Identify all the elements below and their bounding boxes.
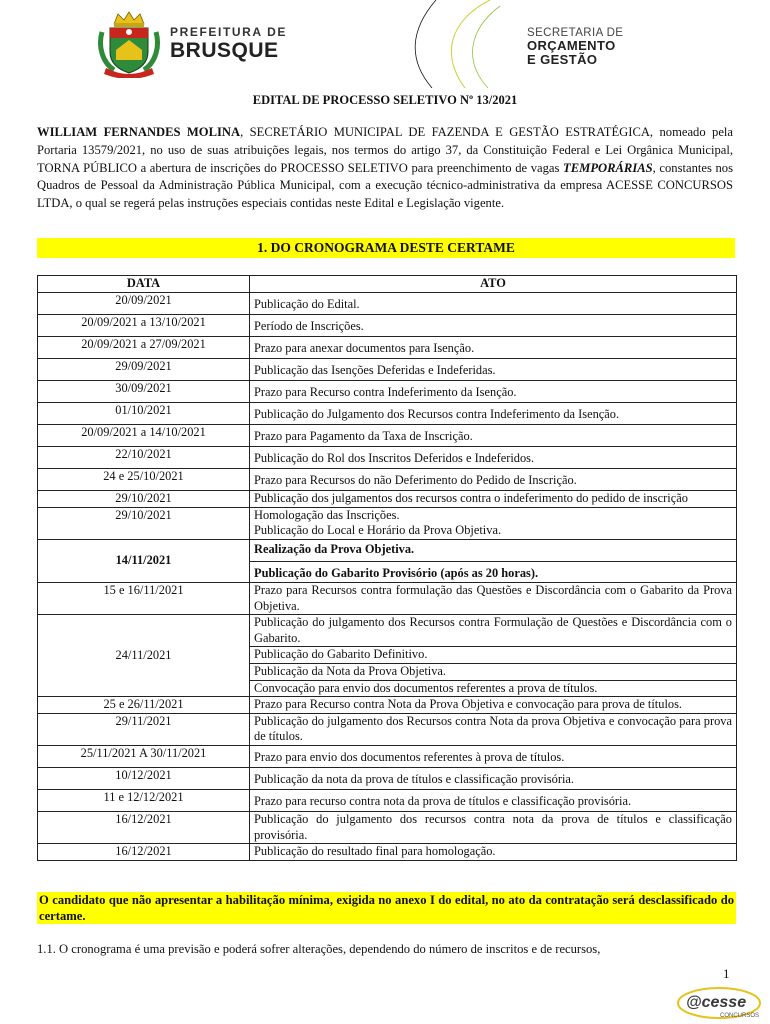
row-act: Publicação do resultado final para homologação.	[250, 844, 737, 861]
row-act	[250, 507, 737, 539]
row-date: 01/10/2021	[38, 403, 250, 425]
header-ato: ATO	[250, 276, 737, 293]
prefeitura-brand	[170, 26, 287, 61]
intro-paragraph	[37, 124, 733, 213]
row-act: Prazo para Pagamento da Taxa de Inscrição.	[250, 425, 737, 447]
table-header-row	[38, 276, 737, 293]
coat-of-arms-icon	[96, 10, 162, 78]
table-row	[38, 491, 737, 508]
brand-right-line-1: SECRETARIA DE	[527, 27, 624, 39]
table-row	[38, 811, 737, 843]
table-row	[38, 403, 737, 425]
row-date: 20/09/2021 a 27/09/2021	[38, 337, 250, 359]
row-date: 24/11/2021	[38, 615, 250, 697]
row-date: 20/09/2021	[38, 293, 250, 315]
row-date: 20/09/2021 a 13/10/2021	[38, 315, 250, 337]
row-act: Publicação das Isenções Deferidas e Indeferidas.	[250, 359, 737, 381]
row-act: Publicação do Rol dos Inscritos Deferidos e Indeferidos.	[250, 447, 737, 469]
row-act	[250, 615, 737, 697]
row-act-line: Realização da Prova Objetiva.	[254, 541, 415, 556]
row-act-line: Publicação do Gabarito Provisório (após as 20 horas).	[250, 561, 736, 582]
brand-left-small: PREFEITURA DE	[170, 25, 288, 39]
row-date: 14/11/2021	[38, 539, 250, 582]
row-date: 22/10/2021	[38, 447, 250, 469]
row-date: 25/11/2021 A 30/11/2021	[38, 745, 250, 767]
table-row	[38, 745, 737, 767]
row-date: 29/11/2021	[38, 713, 250, 745]
row-date: 11 e 12/12/2021	[38, 789, 250, 811]
row-act: Prazo para Recursos contra formulação das Questões e Discordância com o Gabarito da Prova Objetiva.	[250, 582, 737, 614]
acesse-logo-icon	[676, 986, 762, 1020]
decorative-arc-icon	[340, 0, 520, 88]
row-act: Prazo para Recursos do não Deferimento do Pedido de Inscrição.	[250, 469, 737, 491]
row-act: Prazo para recurso contra nota da prova de títulos e classificação provisória.	[250, 789, 737, 811]
row-act: Publicação do julgamento dos recursos contra nota da prova de títulos e classificação provisória.	[250, 811, 737, 843]
document-title: EDITAL DE PROCESSO SELETIVO Nº 13/2021	[252, 93, 518, 107]
intro-emphasis: TEMPORÁRIAS	[563, 160, 653, 175]
row-act-line: Convocação para envio dos documentos referentes a prova de títulos.	[250, 680, 736, 697]
row-act: Publicação da nota da prova de títulos e classificação provisória.	[250, 767, 737, 789]
table-row	[38, 713, 737, 745]
table-row	[38, 539, 737, 582]
row-act: Publicação do julgamento dos Recursos contra Nota da prova Objetiva e convocação para prova de títulos.	[250, 713, 737, 745]
table-row	[38, 447, 737, 469]
header-data: DATA	[38, 276, 250, 293]
row-date: 29/10/2021	[38, 491, 250, 508]
row-date: 30/09/2021	[38, 381, 250, 403]
table-row	[38, 359, 737, 381]
row-act-line: Publicação do Local e Horário da Prova Objetiva.	[254, 523, 502, 538]
row-act-line: Publicação do Gabarito Definitivo.	[250, 646, 736, 663]
acesse-logo-text: @cesse	[686, 994, 747, 1011]
secretaria-brand	[527, 27, 623, 66]
table-row	[38, 293, 737, 315]
table-row	[38, 697, 737, 714]
row-act: Prazo para Recurso contra Nota da Prova Objetiva e convocação para prova de títulos.	[250, 697, 737, 714]
row-act: Publicação do Julgamento dos Recursos contra Indeferimento da Isenção.	[250, 403, 737, 425]
row-act: Prazo para envio dos documentos referentes à prova de títulos.	[250, 745, 737, 767]
row-act-line: Publicação do julgamento dos Recursos contra Formulação de Questões e Discordância com o Gabarito.	[254, 615, 732, 645]
disqualification-warning: O candidato que não apresentar a habilitação mínima, exigida no anexo I do edital, no ato da contratação será desclassificado do certame.	[39, 893, 734, 923]
acesse-logo-sub: CONCURSOS	[720, 1013, 760, 1019]
row-act: Prazo para Recurso contra Indeferimento da Isenção.	[250, 381, 737, 403]
row-date: 15 e 16/11/2021	[38, 582, 250, 614]
table-row	[38, 315, 737, 337]
table-row	[38, 381, 737, 403]
row-date: 29/09/2021	[38, 359, 250, 381]
table-row	[38, 767, 737, 789]
page-header	[0, 0, 770, 88]
schedule-note: 1.1. O cronograma é uma previsão e poderá sofrer alterações, dependendo do número de inscritos e de recursos,	[37, 942, 601, 956]
table-row	[38, 469, 737, 491]
intro-text-1: , SECRETÁRIO MUNICIPAL DE FAZENDA E GESTÃO ESTRATÉGICA, nomeado pela Portaria 13579/2021, no uso de suas atribuições legais, nos termos do artigo 37, da Constituição Federal e Lei Orgânica Municipal, TORNA PÚBLICO a abertura de inscrições do PROCESSO SELETIVO para preenchimento de vagas	[37, 125, 733, 175]
table-row	[38, 337, 737, 359]
row-act-line: Homologação das Inscrições.	[254, 507, 400, 522]
row-date: 29/10/2021	[38, 507, 250, 539]
row-act-line: Publicação da Nota da Prova Objetiva.	[250, 663, 736, 680]
intro-name: WILLIAM FERNANDES MOLINA	[37, 125, 241, 139]
table-row	[38, 507, 737, 539]
row-date: 16/12/2021	[38, 844, 250, 861]
brand-left-big: BRUSQUE	[170, 39, 279, 62]
row-act: Publicação do Edital.	[250, 293, 737, 315]
section-title: 1. DO CRONOGRAMA DESTE CERTAME	[37, 238, 735, 258]
row-act	[250, 539, 737, 582]
intro-text-2: , constantes nos Quadros de Pessoal da Administração Pública Municipal, com a execução técnico-administrativa da empresa ACESSE CONCURSOS LTDA, o qual se regerá pelas instruções especiais contidas neste Edital e Legislação vigente.	[37, 160, 733, 211]
row-date: 25 e 26/11/2021	[38, 697, 250, 714]
brand-right-line-2: ORÇAMENTO	[527, 38, 616, 54]
row-act: Prazo para anexar documentos para Isenção.	[250, 337, 737, 359]
row-date: 20/09/2021 a 14/10/2021	[38, 425, 250, 447]
table-row	[38, 582, 737, 614]
table-row	[38, 615, 737, 697]
row-act: Período de Inscrições.	[250, 315, 737, 337]
table-row	[38, 789, 737, 811]
table-row	[38, 425, 737, 447]
page-number: 1	[723, 966, 730, 981]
table-row	[38, 844, 737, 861]
brand-right-line-3: E GESTÃO	[527, 51, 598, 67]
schedule-table	[37, 275, 737, 861]
row-act: Publicação dos julgamentos dos recursos contra o indeferimento do pedido de inscrição	[250, 491, 737, 508]
row-date: 16/12/2021	[38, 811, 250, 843]
row-date: 10/12/2021	[38, 767, 250, 789]
row-date: 24 e 25/10/2021	[38, 469, 250, 491]
